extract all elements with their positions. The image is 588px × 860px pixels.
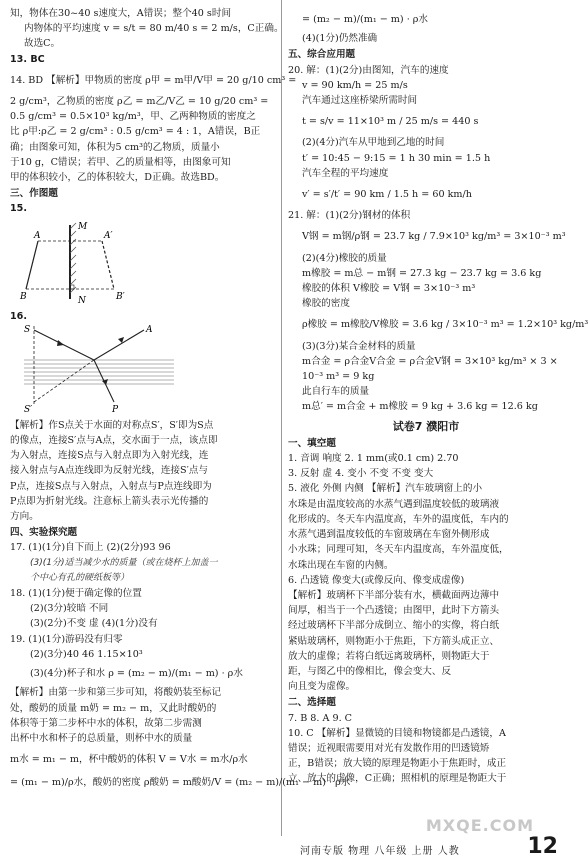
answer-13: 13. BC bbox=[10, 53, 45, 65]
text-line: 化形成的。冬天车内温度高，车外的温度低，车内的 bbox=[288, 513, 509, 525]
answer-16-label: 16. bbox=[10, 310, 27, 322]
text-line: 方向。 bbox=[10, 511, 39, 523]
text-line: (2)(3分)40 46 1.15×10³ bbox=[30, 648, 143, 660]
text-line: (2)(4分)汽车从甲地到乙地的时间 bbox=[302, 137, 445, 149]
text-line: (2)(4分)橡胶的质量 bbox=[302, 252, 387, 264]
answer-18: 18. (1)(1分)便于确定像的位置 bbox=[10, 588, 142, 600]
explanation-16: 【解析】作S点关于水面的对称点S′，S′即为S点 bbox=[10, 419, 214, 431]
section-heading: 二、选择题 bbox=[288, 697, 336, 709]
label-N: N bbox=[78, 295, 86, 306]
handwritten-line: (3)(1分)适当减少水的质量（或在烧杯上加盖一 bbox=[30, 557, 218, 568]
section-heading: 五、综合应用题 bbox=[288, 49, 356, 61]
label-A-prime: A′ bbox=[104, 230, 113, 241]
label-B-prime: B′ bbox=[116, 291, 125, 302]
text-line: 【解析】玻璃杯下半部分装有水，横截面两边薄中 bbox=[288, 589, 500, 601]
text-line: 比 ρ甲:ρ乙 = 2 g/cm³ : 0.5 g/cm³ = 4 : 1，A错误，B正 bbox=[10, 126, 261, 138]
text-line: (3)(2分)不变 虚 (4)(1分)没有 bbox=[30, 618, 158, 630]
text-line: t = s/v = 11×10³ m / 25 m/s = 440 s bbox=[302, 116, 479, 128]
page-footer bbox=[0, 834, 574, 860]
choice-answer: 10. C 【解析】显微镜的目镜和物镜都是凸透镜，A bbox=[288, 727, 506, 739]
text-line: 的像点，连接S′点与A点，交水面于一点，该点即 bbox=[10, 435, 218, 447]
right-column bbox=[288, 6, 588, 787]
text-line: 0.5 g/cm³ = 0.5×10³ kg/m³，甲、乙两种物质的密度之 bbox=[10, 111, 256, 123]
label-A: A bbox=[34, 230, 41, 241]
text-line: (3)(3分)某合金材料的质量 bbox=[302, 340, 416, 352]
text-line: 向且变为虚像。 bbox=[288, 681, 356, 693]
explanation-19: 【解析】由第一步和第三步可知，将酸奶装至标记 bbox=[10, 687, 222, 699]
text-line: (4)(1分)仍然准确 bbox=[302, 33, 378, 45]
section-heading: 四、实验探究题 bbox=[10, 527, 78, 539]
refraction-diagram bbox=[24, 324, 194, 416]
text-line: 甲的体积较小，乙的体积较大，D正确。故选BD。 bbox=[10, 172, 225, 184]
text-line: v = 90 km/h = 25 m/s bbox=[302, 79, 408, 91]
choice-answer: 7. B 8. A 9. C bbox=[288, 712, 353, 724]
label-B: B bbox=[20, 291, 27, 302]
text-line: v′ = s′/t′ = 90 km / 1.5 h = 60 km/h bbox=[302, 189, 472, 201]
text-line: m水 = m₁ − m，杯中酸奶的体积 V = V水 = m水/ρ水 bbox=[10, 754, 248, 766]
text-line: 2 g/cm³，乙物质的密度 ρ乙 = m乙/V乙 = 10 g/20 cm³ = bbox=[10, 96, 269, 108]
text-line: 立、放大的虚像，C正确；照相机的原理是物距大于 bbox=[288, 773, 507, 785]
label-S: S bbox=[24, 324, 31, 335]
text-line: P点即为折射光线。注意标上箭头表示光传播的 bbox=[10, 495, 209, 507]
label-A: A bbox=[146, 324, 153, 335]
text-line: 10⁻³ m³ = 9 kg bbox=[302, 371, 375, 383]
text-line: 小水珠；同理可知，冬天车内温度高，车外温度低， bbox=[288, 544, 509, 556]
section-heading: 三、作图题 bbox=[10, 188, 58, 200]
text-line: 体积等于第二步杯中水的体积，故第二步需测 bbox=[10, 717, 202, 729]
text-line: 放大的虚像；若将白纸远离玻璃杯，则物距大于 bbox=[288, 650, 490, 662]
text-line: V钢 = m钢/ρ钢 = 23.7 kg / 7.9×10³ kg/m³ = 3×10⁻³ m³ bbox=[302, 231, 566, 243]
text-line: P点，连接S点与入射点，入射点与P点连线即为 bbox=[10, 480, 212, 492]
answer-20: 20. 解：(1)(2分)由图知，汽车的速度 bbox=[288, 64, 449, 76]
figure-15-mirror-diagram bbox=[10, 219, 272, 307]
paper-title: 试卷7 濮阳市 bbox=[392, 419, 460, 433]
column-divider bbox=[281, 0, 282, 836]
text-line: 正，B错误；放大镜的原理是物距小于焦距时，成正 bbox=[288, 758, 507, 770]
label-S-prime: S′ bbox=[24, 404, 33, 415]
text-line: 汽车全程的平均速度 bbox=[302, 167, 389, 179]
text-line: 处，酸奶的质量 m奶 = m₂ − m，又此时酸奶的 bbox=[10, 702, 217, 714]
answer-15-label: 15. bbox=[10, 203, 27, 215]
text-line: 故选C。 bbox=[24, 38, 61, 50]
fill-answer: 6. 凸透镜 像变大(或像反向、像变成虚像) bbox=[288, 574, 465, 586]
text-line: 经过玻璃杯下半部分成倒立、缩小的实像，将白纸 bbox=[288, 620, 500, 632]
text-line: 于10 g，C错误；若甲、乙的质量相等，由图象可知 bbox=[10, 156, 231, 168]
fill-answer: 1. 音调 响度 2. 1 mm(或0.1 cm) 2.70 bbox=[288, 453, 459, 465]
text-line: 橡胶的密度 bbox=[302, 298, 350, 310]
text-line: 水蒸气遇到温度较低的车窗玻璃在车窗外侧形成 bbox=[288, 529, 490, 541]
text-line: 确；由图象可知，体积为5 cm³的乙物质，质量小 bbox=[10, 141, 220, 153]
mirror-diagram bbox=[20, 219, 184, 306]
section-heading: 一、填空题 bbox=[288, 437, 336, 449]
text-line: 紧贴玻璃杯，则物距小于焦距，下方箭头成正立、 bbox=[288, 635, 500, 647]
text-line: = (m₁ − m)/ρ水，酸奶的密度 ρ酸奶 = m酸奶/V = (m₂ − m)/(m₁ − m) · ρ水 bbox=[10, 777, 351, 789]
fill-answer: 5. 液化 外侧 内侧 【解析】汽车玻璃窗上的小 bbox=[288, 483, 483, 495]
book-meta: 河南专版 物理 八年级 上册 人教 bbox=[300, 846, 460, 857]
text-line: 距，与图乙中的像相比，像会变大、反 bbox=[288, 665, 452, 677]
text-line: 出杯中水和杯子的总质量，则杯中水的质量 bbox=[10, 732, 193, 744]
text-line: m橡胶 = m总 − m钢 = 27.3 kg − 23.7 kg = 3.6 kg bbox=[302, 267, 542, 279]
text-line: 橡胶的体积 V橡胶 = V钢 = 3×10⁻³ m³ bbox=[302, 283, 476, 295]
text-line: 汽车通过这座桥梁所需时间 bbox=[302, 95, 418, 107]
text-line: 接入射点与A点连线即为反射光线，连接S′点与 bbox=[10, 465, 208, 477]
text-line: 知，物体在30~40 s速度大，A错误；整个40 s时间 bbox=[10, 8, 232, 19]
text-line: 内物体的平均速度 v = s/t = 80 m/40 s = 2 m/s，C正确。 bbox=[24, 23, 284, 35]
label-M: M bbox=[78, 221, 88, 232]
text-line: 水珠是由温度较高的水蒸气遇到温度较低的玻璃液 bbox=[288, 498, 500, 510]
handwritten-line: 个中心有孔的硬纸板等） bbox=[30, 572, 130, 583]
page-number: 12 bbox=[527, 834, 558, 859]
answer-19: 19. (1)(1分)游码没有归零 bbox=[10, 633, 123, 645]
answer-21: 21. 解：(1)(2分)钢材的体积 bbox=[288, 210, 411, 222]
text-line: ρ橡胶 = m橡胶/V橡胶 = 3.6 kg / 3×10⁻³ m³ = 1.2×10³ kg/m³ bbox=[302, 319, 588, 331]
figure-16-water-surface-diagram bbox=[10, 324, 272, 418]
answer-14: 14. BD 【解析】甲物质的密度 ρ甲 = m甲/V甲 = 20 g/10 cm³ = bbox=[10, 74, 297, 86]
text-line: 间厚，相当于一个凸透镜；由图甲，此时下方箭头 bbox=[288, 605, 500, 617]
fill-answer: 3. 反射 虚 4. 变小 不变 不变 变大 bbox=[288, 468, 434, 480]
label-P: P bbox=[112, 404, 119, 415]
text-line: t′ = 10:45 − 9:15 = 1 h 30 min = 1.5 h bbox=[302, 152, 491, 164]
watermark: MXQE.COM bbox=[425, 816, 534, 835]
answer-17: 17. (1)(1分)自下而上 (2)(2分)93 96 bbox=[10, 542, 171, 554]
text-line: (3)(4分)杯子和水 ρ = (m₂ − m)/(m₁ − m) · ρ水 bbox=[30, 668, 243, 680]
text-line: (2)(3分)较暗 不同 bbox=[30, 603, 109, 615]
text-line: 此自行车的质量 bbox=[302, 386, 370, 398]
text-line: = (m₂ − m)/(m₁ − m) · ρ水 bbox=[302, 14, 429, 25]
text-line: m总′ = m合金 + m橡胶 = 9 kg + 3.6 kg = 12.6 kg bbox=[302, 401, 538, 413]
text-line: 错误；近视眼需要用对光有发散作用的凹透镜矫 bbox=[288, 742, 490, 754]
text-line: m合金 = ρ合金V合金 = ρ合金V钢 = 3×10³ kg/m³ × 3 × bbox=[302, 355, 558, 367]
text-line: 水珠出现在车窗的内侧。 bbox=[288, 559, 394, 571]
text-line: 为入射点，连接S点与入射点即为入射光线，连 bbox=[10, 450, 209, 462]
